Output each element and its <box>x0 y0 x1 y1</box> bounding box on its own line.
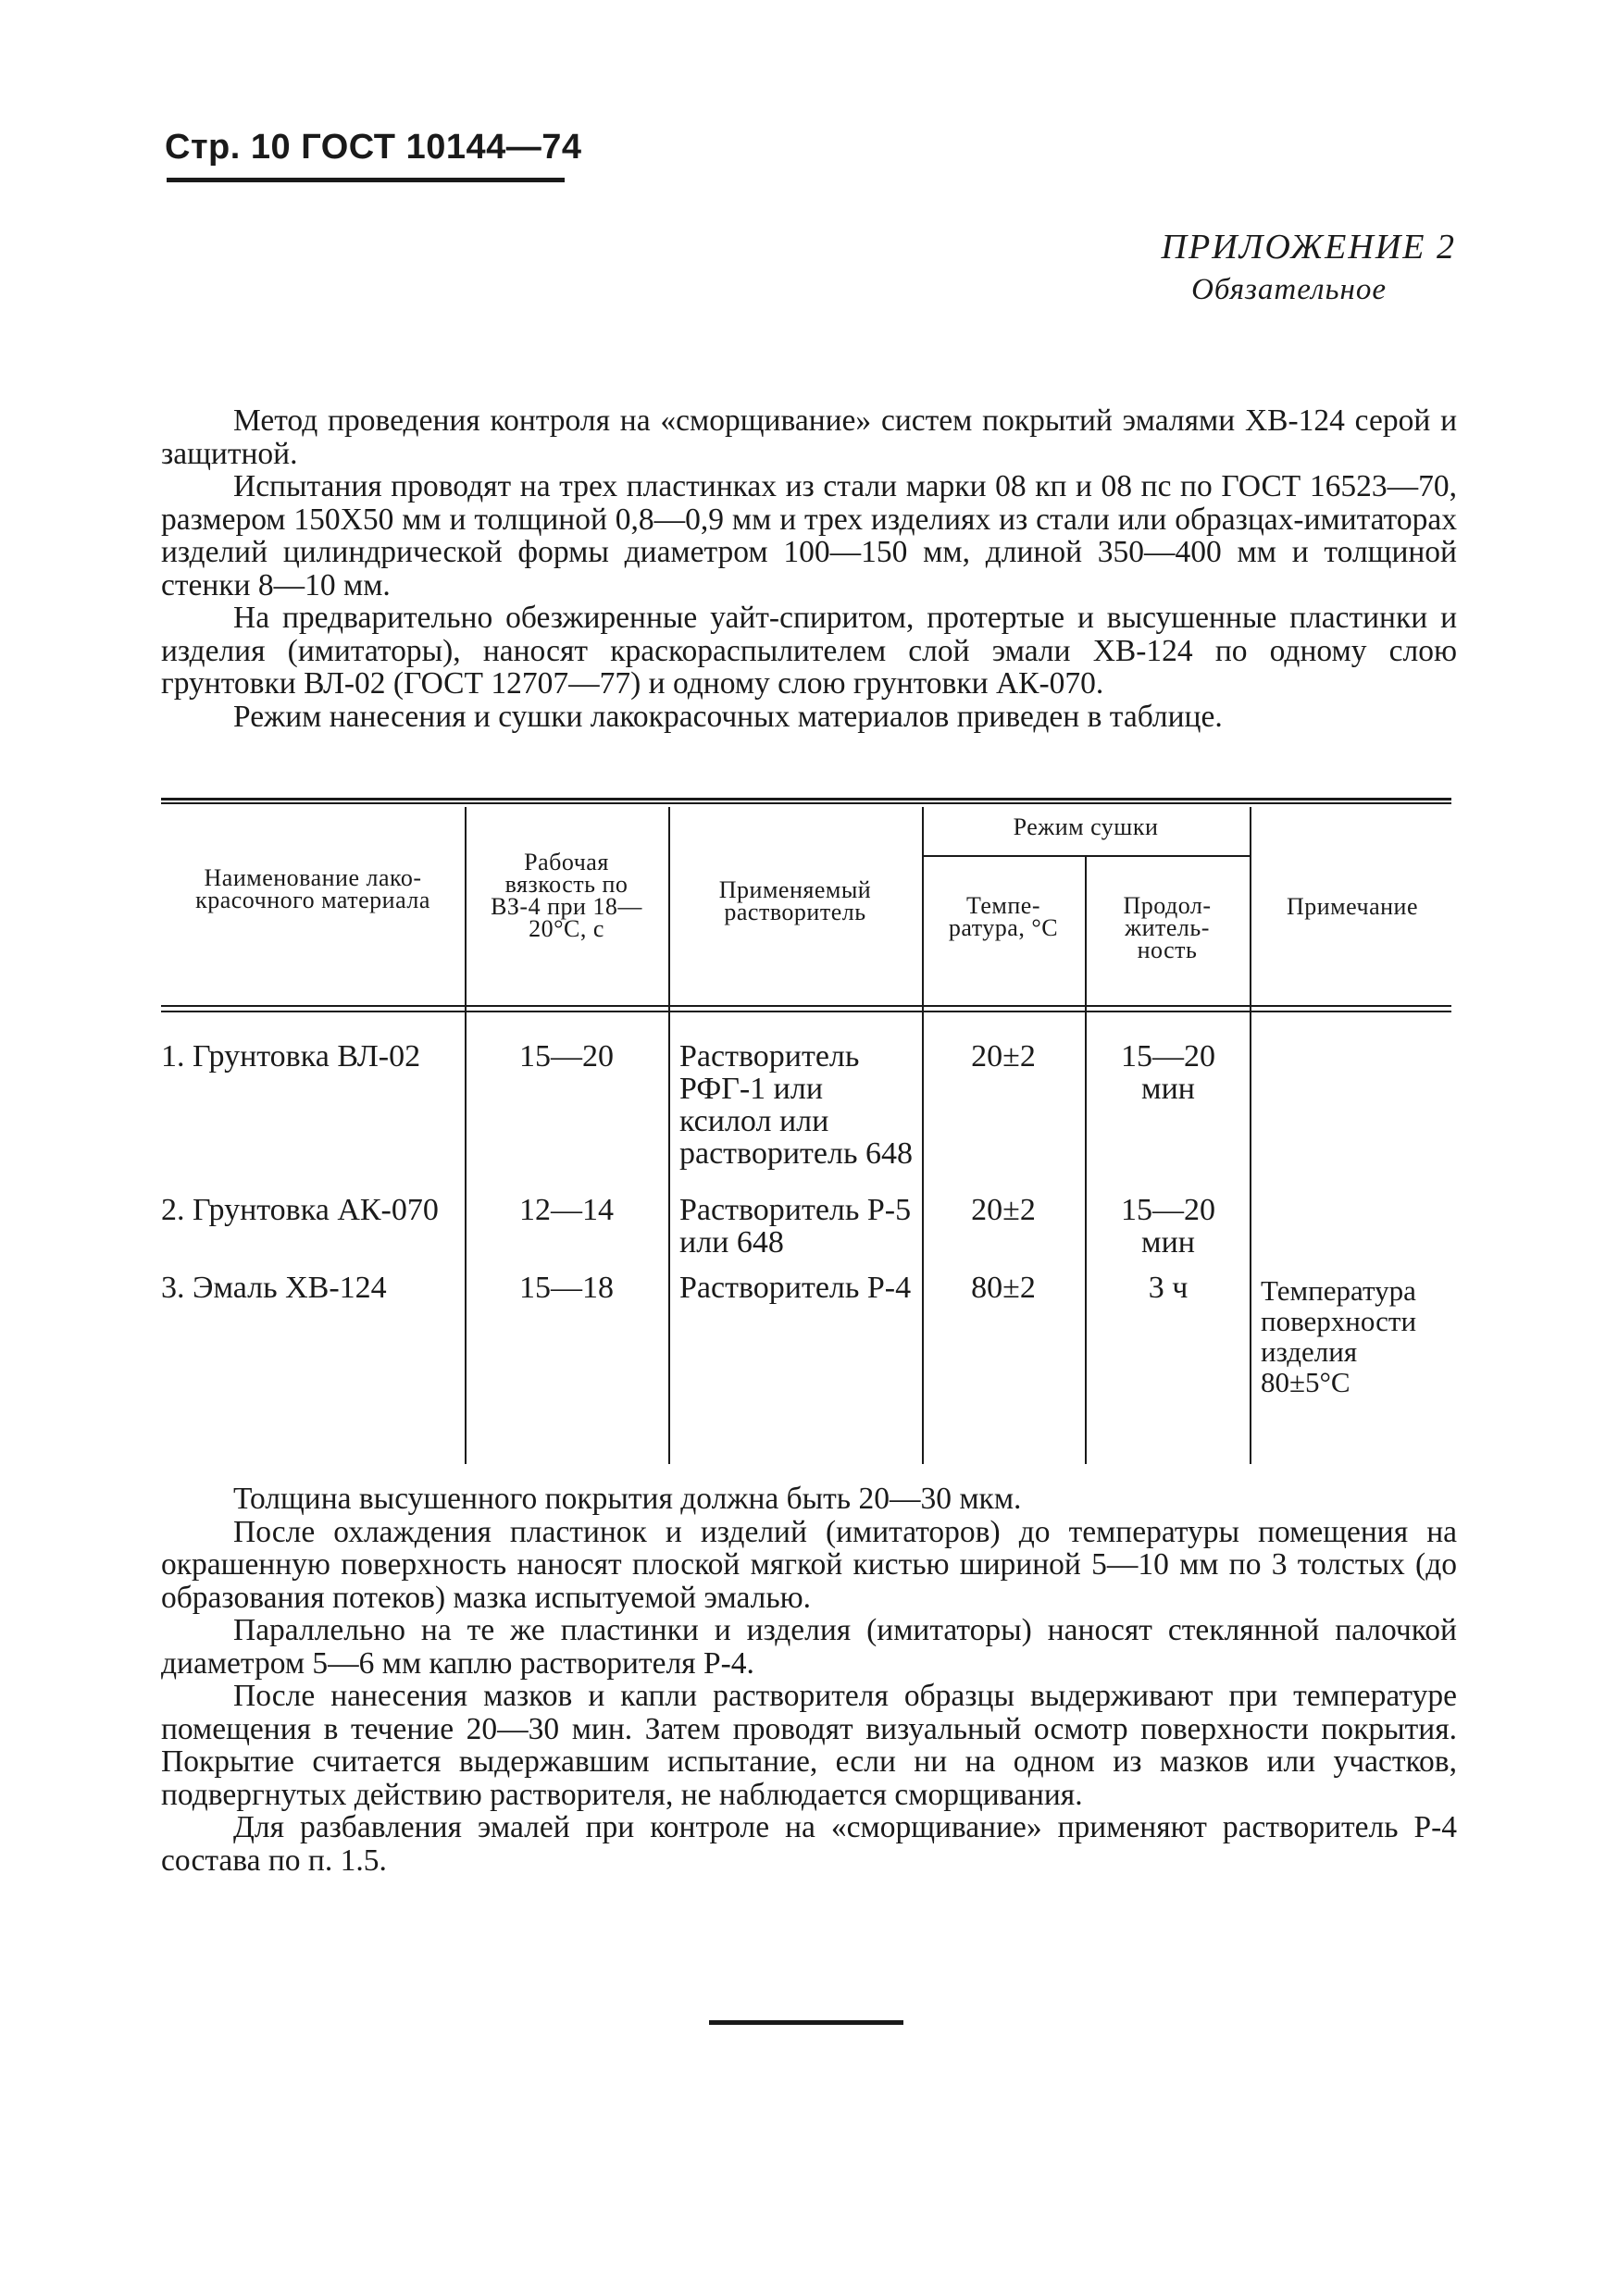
row3-viscosity: 15—18 <box>519 1271 614 1305</box>
end-rule <box>709 2020 903 2025</box>
row3-note: Температура поверхности изделия 80±5°С <box>1261 1274 1417 1398</box>
row1-solvent: Растворитель РФГ-1 или ксилол или растворитель 648 <box>679 1039 913 1171</box>
paragraph: Для разбавления эмалей при контроле на «сморщивание» применяют растворитель Р-4 состава по п. 1.5. <box>161 1810 1457 1878</box>
paragraph: На предварительно обезжиренные уайт-спиритом, протертые и высушенные пластинки и изделия (имитаторы), наносят краскораспылителем слой эмали ХВ-124 по одному слою грунтовки ВЛ-02 (ГОСТ 12707—77) и одному слою грунтовки АК-070. <box>161 601 1457 701</box>
row2-name: 2. Грунтовка АК-070 <box>161 1193 439 1227</box>
paragraph: После охлаждения пластинок и изделий (имитаторов) до температуры помещения на окрашенную поверхность наносят плоской мягкой кистью шириной 5—10 мм по 3 толстых (до образования потеков) мазка испытуемой эмалью. <box>161 1514 1457 1615</box>
header-solvent: Применяемый растворитель <box>718 876 872 925</box>
drying-mode-table <box>161 798 1451 1464</box>
row2-duration: 15—20 мин <box>1121 1193 1215 1260</box>
paragraph: Толщина высушенного покрытия должна быть 20—30 мкм. <box>233 1482 1022 1516</box>
col-divider <box>668 807 670 1464</box>
paragraph: Метод проведения контроля на «сморщивание» систем покрытий эмалями ХВ-124 серой и защитной. <box>161 403 1457 471</box>
table-top-rule <box>161 798 1451 800</box>
row1-duration: 15—20 мин <box>1121 1039 1215 1106</box>
row1-name: 1. Грунтовка ВЛ-02 <box>161 1039 421 1074</box>
row3-name: 3. Эмаль ХВ-124 <box>161 1271 387 1305</box>
paragraph: После нанесения мазков и капли растворителя образцы выдерживают при температуре помещения в течение 20—30 мин. Затем проводят визуальный осмотр поверхности покрытия. Покрытие считается выдержавшим испытание, если ни на одном из мазков или участков, подвергнутых действию растворителя, не наблюдается сморщивания. <box>161 1679 1457 1812</box>
col-divider <box>922 807 924 1464</box>
row1-viscosity: 15—20 <box>519 1039 614 1074</box>
intro-text <box>161 404 1457 733</box>
header-duration: Продол-житель-ность <box>1123 892 1212 963</box>
col-divider <box>465 807 467 1464</box>
appendix-subtitle: Обязательное <box>1191 273 1387 306</box>
row1-temperature: 20±2 <box>971 1039 1036 1074</box>
col-divider <box>1085 857 1087 1464</box>
header-temperature: Темпе-ратура, °С <box>948 892 1059 941</box>
row2-solvent: Растворитель Р-5 или 648 <box>679 1193 912 1260</box>
page-header: Стр. 10 ГОСТ 10144—74 <box>165 128 582 167</box>
header-rule <box>167 178 565 182</box>
header-drying-group: Режим сушки <box>1013 813 1159 840</box>
col-divider <box>1250 807 1251 1464</box>
appendix-title: ПРИЛОЖЕНИЕ 2 <box>1161 228 1456 267</box>
paragraph: Параллельно на те же пластинки и изделия (имитаторы) наносят стеклянной палочкой диаметром 5—6 мм каплю растворителя Р-4. <box>161 1613 1457 1681</box>
paragraph: Испытания проводят на трех пластинках из стали марки 08 кп и 08 пс по ГОСТ 16523—70, размером 150Х50 мм и толщиной 0,8—0,9 мм и трех изделиях из стали или образцах-имитаторах изделий цилиндрической формы диаметром 100—150 мм, длиной 350—400 мм и толщиной стенки 8—10 мм. <box>161 469 1457 602</box>
header-name: Наименование лако-красочного материала <box>195 864 430 913</box>
paragraph: Режим нанесения и сушки лакокрасочных материалов приведен в таблице. <box>233 699 1223 734</box>
row3-temperature: 80±2 <box>971 1271 1036 1305</box>
header-bottom-rule-2 <box>161 1011 1451 1012</box>
row2-temperature: 20±2 <box>971 1193 1036 1227</box>
header-note: Примечание <box>1286 893 1419 920</box>
row3-duration: 3 ч <box>1148 1271 1189 1305</box>
outro-text <box>161 1483 1457 1877</box>
header-viscosity: Рабочая вязкость по ВЗ-4 при 18—20°С, с <box>491 849 642 942</box>
row2-viscosity: 12—14 <box>519 1193 614 1227</box>
table-top-rule-2 <box>161 802 1451 804</box>
row3-solvent: Растворитель Р-4 <box>679 1271 912 1305</box>
header-bottom-rule <box>161 1005 1451 1007</box>
